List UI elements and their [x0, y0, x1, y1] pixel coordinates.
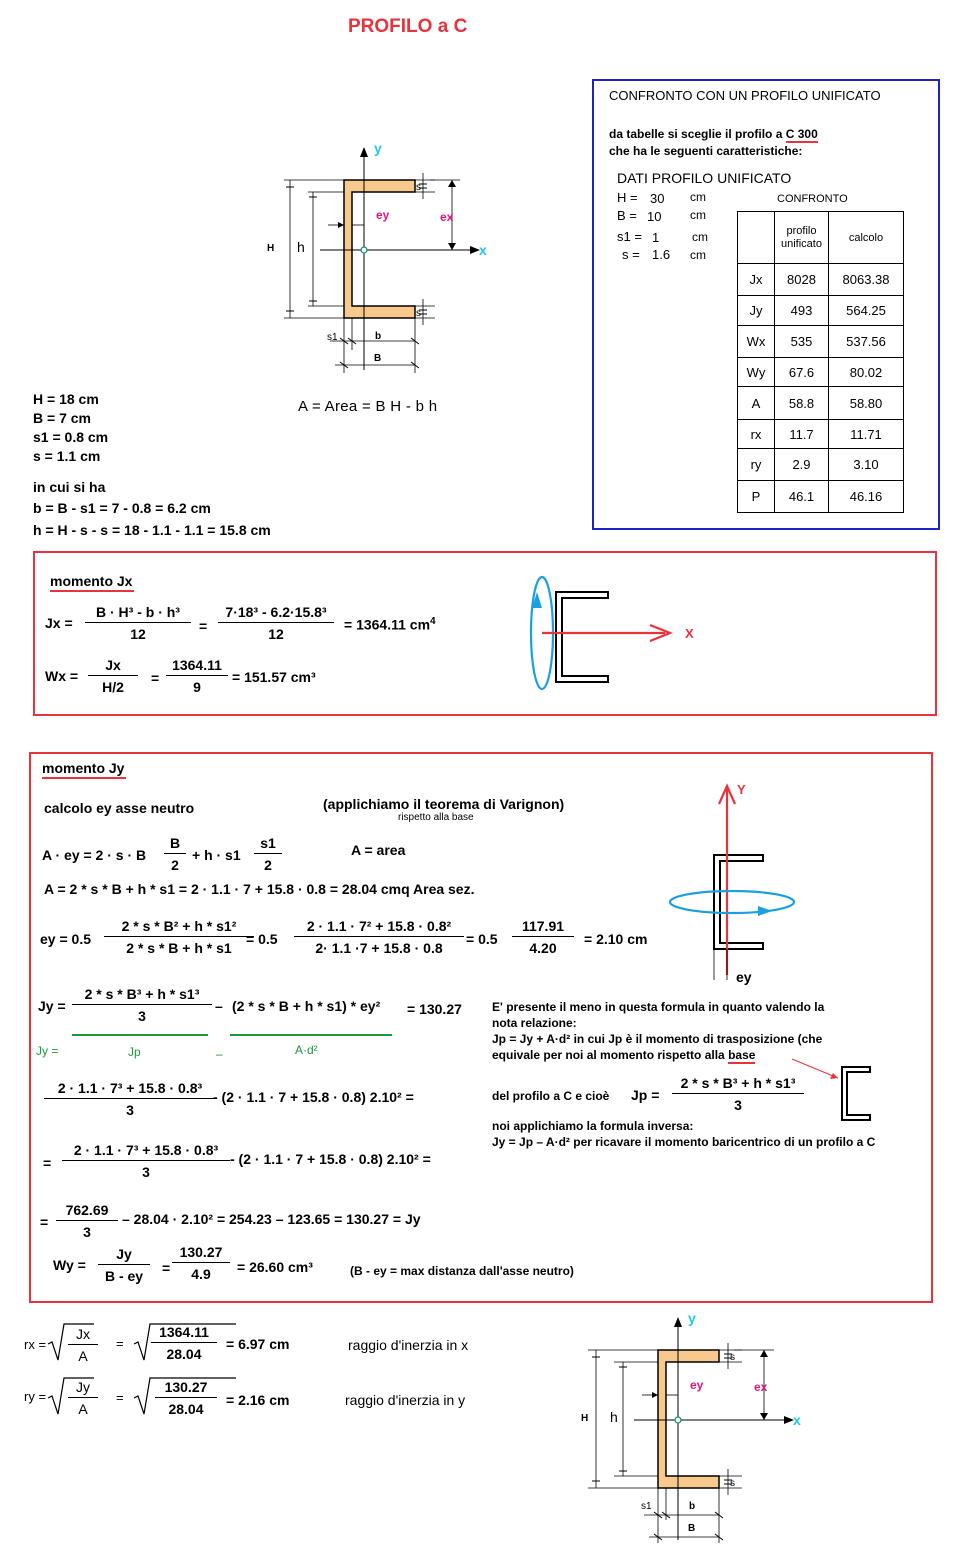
- step2-eq: =: [43, 1155, 52, 1171]
- ey-fraction-3: [512, 918, 574, 956]
- y-axis-label: y: [374, 140, 382, 156]
- table-key: A: [738, 387, 775, 420]
- table-profilo-val: 46.1: [775, 481, 829, 513]
- ey-f3-num: 117.91: [512, 918, 574, 937]
- rx-inner-fraction: [68, 1326, 98, 1364]
- c-profile-diagram-bottom: [574, 1305, 814, 1545]
- ey-calc-label: calcolo ey asse neutro: [44, 800, 195, 816]
- dati-B-val: 10: [647, 209, 662, 224]
- table-profilo-val: 2.9: [775, 449, 829, 481]
- table-row: [738, 296, 904, 326]
- given-s: s = 1.1 cm: [33, 448, 101, 464]
- jx-c-shape: [556, 592, 608, 682]
- ey-f1-den: 2 * s * B + h * s1: [126, 940, 232, 956]
- wx-eq: =: [151, 670, 160, 686]
- table-key: Wy: [738, 358, 775, 387]
- table-calcolo-val: 80.02: [829, 358, 904, 387]
- dati-B-unit: cm: [690, 208, 706, 222]
- rx-den: 28.04: [166, 1346, 202, 1362]
- step3-rest: – 28.04 · 2.10² = 254.23 – 123.65 = 130.27 = Jy: [122, 1211, 421, 1227]
- a-line: A = 2 * s * B + h * s1 = 2 · 1.1 · 7 + 15.8 · 0.8 = 28.04 cmq Area sez.: [44, 881, 475, 897]
- wy-den: B - ey: [104, 1268, 144, 1284]
- rx-result: = 6.97 cm: [226, 1336, 290, 1352]
- given-B: B = 7 cm: [33, 410, 91, 426]
- step1-rest: - (2 · 1.1 · 7 + 15.8 · 0.8) 2.10² =: [213, 1089, 414, 1105]
- ey-f3-den: 4.20: [529, 940, 557, 956]
- ry-eq: =: [116, 1390, 124, 1405]
- dim-ey-label-bottom: ey: [690, 1378, 704, 1392]
- jy-c-shape: [714, 855, 763, 949]
- ey-f2-den: 2· 1.1 ·7 + 15.8 · 0.8: [315, 940, 443, 956]
- wy-num2: 130.27: [172, 1244, 230, 1263]
- dati-s-key: s =: [622, 247, 640, 262]
- green-jp-label: Jp: [128, 1045, 141, 1059]
- rx-fraction: [152, 1324, 216, 1362]
- ry-in-den: A: [78, 1401, 88, 1417]
- table-header-calcolo: calcolo: [829, 212, 904, 264]
- ry-result: = 2.16 cm: [226, 1392, 290, 1408]
- table-profilo-val: 11.7: [775, 420, 829, 449]
- dati-s1-key: s1 =: [617, 229, 642, 244]
- wy-num: Jy: [98, 1246, 150, 1265]
- table-calcolo-val: 11.71: [829, 420, 904, 449]
- step3-den: 3: [83, 1224, 91, 1240]
- ey-f2-num: 2 · 1.1 · 7² + 15.8 · 0.8²: [294, 918, 464, 937]
- table-key: P: [738, 481, 775, 513]
- table-profilo-val: 535: [775, 326, 829, 358]
- step3-fraction: [56, 1202, 118, 1240]
- step1-fraction: [44, 1080, 216, 1118]
- table-profilo-val: 67.6: [775, 358, 829, 387]
- step2-rest: - (2 · 1.1 · 7 + 15.8 · 0.8) 2.10² =: [230, 1151, 431, 1167]
- dim-ey-label: ey: [376, 208, 390, 222]
- table-row: [738, 358, 904, 387]
- table-row: [738, 420, 904, 449]
- jx-rotation-diagram: [520, 572, 720, 702]
- dati-title: DATI PROFILO UNIFICATO: [617, 170, 792, 186]
- ey-eq1: = 0.5: [246, 931, 278, 947]
- jx-f2-den: 12: [268, 626, 284, 642]
- y-axis-label-bottom: y: [688, 1310, 696, 1326]
- confronto-line2: che ha le seguenti caratteristiche:: [609, 144, 803, 158]
- jx-x-axis-label: X: [685, 626, 694, 641]
- note-base-word: base: [728, 1048, 756, 1062]
- table-key: Wx: [738, 326, 775, 358]
- dati-H-key: H =: [617, 190, 638, 205]
- wy-eq: =: [162, 1260, 171, 1276]
- jy-minus: –: [215, 998, 223, 1014]
- aey-mid: + h · s1: [192, 847, 241, 863]
- dim-s-top-label-bottom: s: [730, 1352, 735, 1363]
- wx-f1-den: H/2: [102, 679, 124, 695]
- given-s1: s1 = 0.8 cm: [33, 429, 109, 445]
- green-ad-label: A·d²: [295, 1043, 318, 1057]
- varignon-sub: rispetto alla base: [398, 812, 474, 823]
- wy-fraction-2: [172, 1244, 230, 1282]
- step3-eq: =: [40, 1214, 49, 1230]
- jx-fraction-2: [218, 604, 334, 642]
- jx-f1-num: B · H³ - b · h³: [85, 604, 191, 623]
- table-calcolo-val: 46.16: [829, 481, 904, 513]
- derived-intro: in cui si ha: [33, 479, 106, 495]
- page-title: PROFILO a C: [348, 16, 468, 37]
- ey-eq2: = 0.5: [466, 931, 498, 947]
- note-c-shape-arrow: [760, 1055, 880, 1130]
- note-line4-text: equivale per noi al momento rispetto alla: [492, 1048, 729, 1062]
- note-line5: del profilo a C e cioè: [492, 1089, 610, 1103]
- jy-rotation-ellipse: [670, 891, 794, 913]
- green-jy-label: Jy =: [36, 1044, 59, 1058]
- dim-h-label-bottom: h: [610, 1409, 618, 1425]
- green-line-jp: [72, 1034, 208, 1036]
- confronto-line1-text: da tabelle si sceglie il profilo a: [609, 127, 786, 141]
- jy-y-axis-label: Y: [737, 782, 746, 797]
- table-row: [738, 449, 904, 481]
- dim-h-label: h: [297, 239, 305, 255]
- dati-s-val: 1.6: [652, 247, 671, 262]
- wx-result: = 151.57 cm³: [232, 669, 316, 685]
- table-calcolo-val: 8063.38: [829, 264, 904, 296]
- ey-result: = 2.10 cm: [584, 931, 648, 947]
- green-line-ad: [230, 1034, 392, 1036]
- note-jp-num: 2 * s * B³ + h * s1³: [672, 1075, 804, 1094]
- jx-result: [344, 616, 436, 633]
- table-key: Jx: [738, 264, 775, 296]
- dim-b-label: b: [375, 331, 382, 342]
- table-title: CONFRONTO: [777, 193, 848, 205]
- step1-num: 2 · 1.1 · 7³ + 15.8 · 0.8³: [44, 1080, 216, 1099]
- derived-b: b = B - s1 = 7 - 0.8 = 6.2 cm: [33, 500, 211, 516]
- aey-f1-num: B: [164, 835, 186, 854]
- jy-fraction: [72, 986, 212, 1024]
- table-header-profilo: profilo unificato: [775, 212, 829, 264]
- jy-heading: momento Jy: [42, 760, 126, 779]
- dim-B-label-bottom: B: [688, 1523, 696, 1534]
- dati-H-val: 30: [650, 191, 665, 206]
- aey-f2-num: s1: [254, 835, 282, 854]
- aey-lhs: A · ey = 2 · s · B: [42, 847, 147, 863]
- aey-fraction-1: [164, 835, 186, 873]
- table-profilo-val: 493: [775, 296, 829, 326]
- dim-B-label: B: [374, 353, 382, 364]
- table-calcolo-val: 564.25: [829, 296, 904, 326]
- confronto-c300: C 300: [785, 127, 818, 141]
- step2-fraction: [62, 1142, 230, 1180]
- wy-note: (B - ey = max distanza dall'asse neutro): [350, 1264, 574, 1278]
- ey-lhs: ey = 0.5: [40, 931, 91, 947]
- rx-in-num: Jx: [68, 1326, 98, 1345]
- dim-s-bottom-label-bottom: s: [730, 1478, 735, 1489]
- jy-f-den: 3: [138, 1008, 146, 1024]
- table-row: [738, 481, 904, 513]
- table-key: ry: [738, 449, 775, 481]
- ey-fraction-2: [294, 918, 464, 956]
- derived-h: h = H - s - s = 18 - 1.1 - 1.1 = 15.8 cm: [33, 522, 271, 538]
- aey-fraction-2: [254, 835, 282, 873]
- dim-b-label-bottom: b: [689, 1501, 696, 1512]
- ry-in-num: Jy: [68, 1379, 98, 1398]
- rx-num: 1364.11: [151, 1324, 217, 1343]
- wx-lhs: Wx =: [45, 668, 79, 684]
- table-key: rx: [738, 420, 775, 449]
- a-area-label: A = area: [351, 842, 406, 858]
- varignon-label: (applichiamo il teorema di Varignon): [323, 796, 565, 812]
- comparison-table: [737, 211, 904, 513]
- dim-s1-label: s1: [327, 332, 338, 343]
- ry-inner-fraction: [68, 1379, 98, 1417]
- c-profile-shape-bottom: [658, 1350, 719, 1488]
- wy-lhs: Wy =: [53, 1257, 86, 1273]
- table-key: Jy: [738, 296, 775, 326]
- wx-fraction-1: [88, 657, 138, 695]
- table-calcolo-val: 537.56: [829, 326, 904, 358]
- rx-lhs: rx =: [24, 1337, 47, 1352]
- rx-in-den: A: [78, 1348, 88, 1364]
- wy-den2: 4.9: [191, 1266, 211, 1282]
- note-c-shape: [842, 1067, 870, 1120]
- jx-result-value: = 1364.11 cm: [344, 616, 431, 633]
- dati-s1-unit: cm: [692, 230, 708, 244]
- ry-num: 130.27: [155, 1379, 217, 1398]
- rx-label: raggio d'inerzia in x: [348, 1337, 469, 1353]
- jy-second: (2 * s * B + h * s1) * ey²: [232, 998, 381, 1014]
- note-line1: E' presente il meno in questa formula in quanto valendo la: [492, 1000, 825, 1014]
- wx-f2-num: 1364.11: [166, 657, 228, 676]
- ry-den: 28.04: [168, 1401, 204, 1417]
- table-calcolo-val: 58.80: [829, 387, 904, 420]
- jx-f1-den: 12: [130, 626, 146, 642]
- note-line2: nota relazione:: [492, 1016, 577, 1030]
- jx-heading: momento Jx: [50, 573, 134, 592]
- jy-ey-label: ey: [736, 969, 752, 985]
- dati-B-key: B =: [617, 208, 637, 223]
- ry-label: raggio d'inerzia in y: [345, 1392, 466, 1408]
- x-axis-label-bottom: x: [793, 1412, 801, 1428]
- note-jp-den: 3: [734, 1097, 742, 1113]
- table-row: [738, 264, 904, 296]
- aey-f1-den: 2: [171, 857, 179, 873]
- note-line4: [492, 1048, 755, 1062]
- wx-f2-den: 9: [193, 679, 201, 695]
- step2-num: 2 · 1.1 · 7³ + 15.8 · 0.8³: [62, 1142, 230, 1161]
- jy-rotation-diagram: [666, 780, 816, 985]
- dati-s-unit: cm: [690, 248, 706, 262]
- dim-H-label: H: [267, 243, 275, 254]
- note-line7: Jy = Jp – A·d² per ricavare il momento baricentrico di un profilo a C: [492, 1135, 876, 1149]
- confronto-line1: [609, 127, 818, 141]
- ey-f1-num: 2 * s * B² + h * s1²: [104, 918, 254, 937]
- dim-H-label-bottom: H: [581, 1413, 589, 1424]
- step2-den: 3: [142, 1164, 150, 1180]
- jy-lhs: Jy =: [38, 998, 66, 1014]
- area-formula: A = Area = B H - b h: [298, 398, 438, 415]
- table-profilo-val: 8028: [775, 264, 829, 296]
- dim-s1-label-bottom: s1: [641, 1501, 652, 1512]
- note-jp-lhs: Jp =: [631, 1087, 660, 1103]
- c-profile-shape: [344, 180, 415, 318]
- dim-s-bottom-label: s: [416, 308, 421, 319]
- jx-lhs: Jx =: [45, 615, 73, 631]
- note-line3: Jp = Jy + A·d² in cui Jp è il momento di trasposizione (che: [492, 1032, 823, 1046]
- dati-H-unit: cm: [690, 190, 706, 204]
- x-axis-label: x: [479, 242, 487, 258]
- table-profilo-val: 58.8: [775, 387, 829, 420]
- rx-eq: =: [116, 1336, 124, 1351]
- confronto-heading: CONFRONTO CON UN PROFILO UNIFICATO: [609, 88, 881, 103]
- note-line6: noi applichiamo la formula inversa:: [492, 1119, 694, 1133]
- jx-result-exp: 4: [430, 616, 436, 627]
- jx-f2-num: 7·18³ - 6.2·15.8³: [218, 604, 334, 623]
- dim-ex-label: ex: [440, 210, 454, 224]
- ry-fraction: [156, 1379, 216, 1417]
- step1-den: 3: [126, 1102, 134, 1118]
- dim-ex-label-bottom: ex: [754, 1380, 768, 1394]
- step3-num: 762.69: [56, 1202, 118, 1221]
- wx-f1-num: Jx: [88, 657, 138, 676]
- c-profile-diagram: [260, 135, 500, 375]
- table-calcolo-val: 3.10: [829, 449, 904, 481]
- wx-fraction-2: [166, 657, 228, 695]
- table-header-empty: [738, 212, 775, 264]
- green-minus: –: [216, 1047, 223, 1061]
- dati-s1-val: 1: [652, 230, 660, 245]
- jx-eq1: =: [199, 618, 208, 634]
- ey-fraction-1: [104, 918, 254, 956]
- aey-f2-den: 2: [264, 857, 272, 873]
- wy-fraction-1: [98, 1246, 150, 1284]
- jx-fraction-1: [84, 604, 192, 642]
- table-row: [738, 387, 904, 420]
- jy-result: = 130.27: [407, 1001, 462, 1017]
- wy-result: = 26.60 cm³: [237, 1259, 313, 1275]
- table-row: [738, 326, 904, 358]
- dim-s-top-label: s: [416, 182, 421, 193]
- ry-lhs: ry =: [24, 1389, 47, 1404]
- given-H: H = 18 cm: [33, 391, 99, 407]
- jy-f-num: 2 * s * B³ + h * s1³: [72, 986, 212, 1005]
